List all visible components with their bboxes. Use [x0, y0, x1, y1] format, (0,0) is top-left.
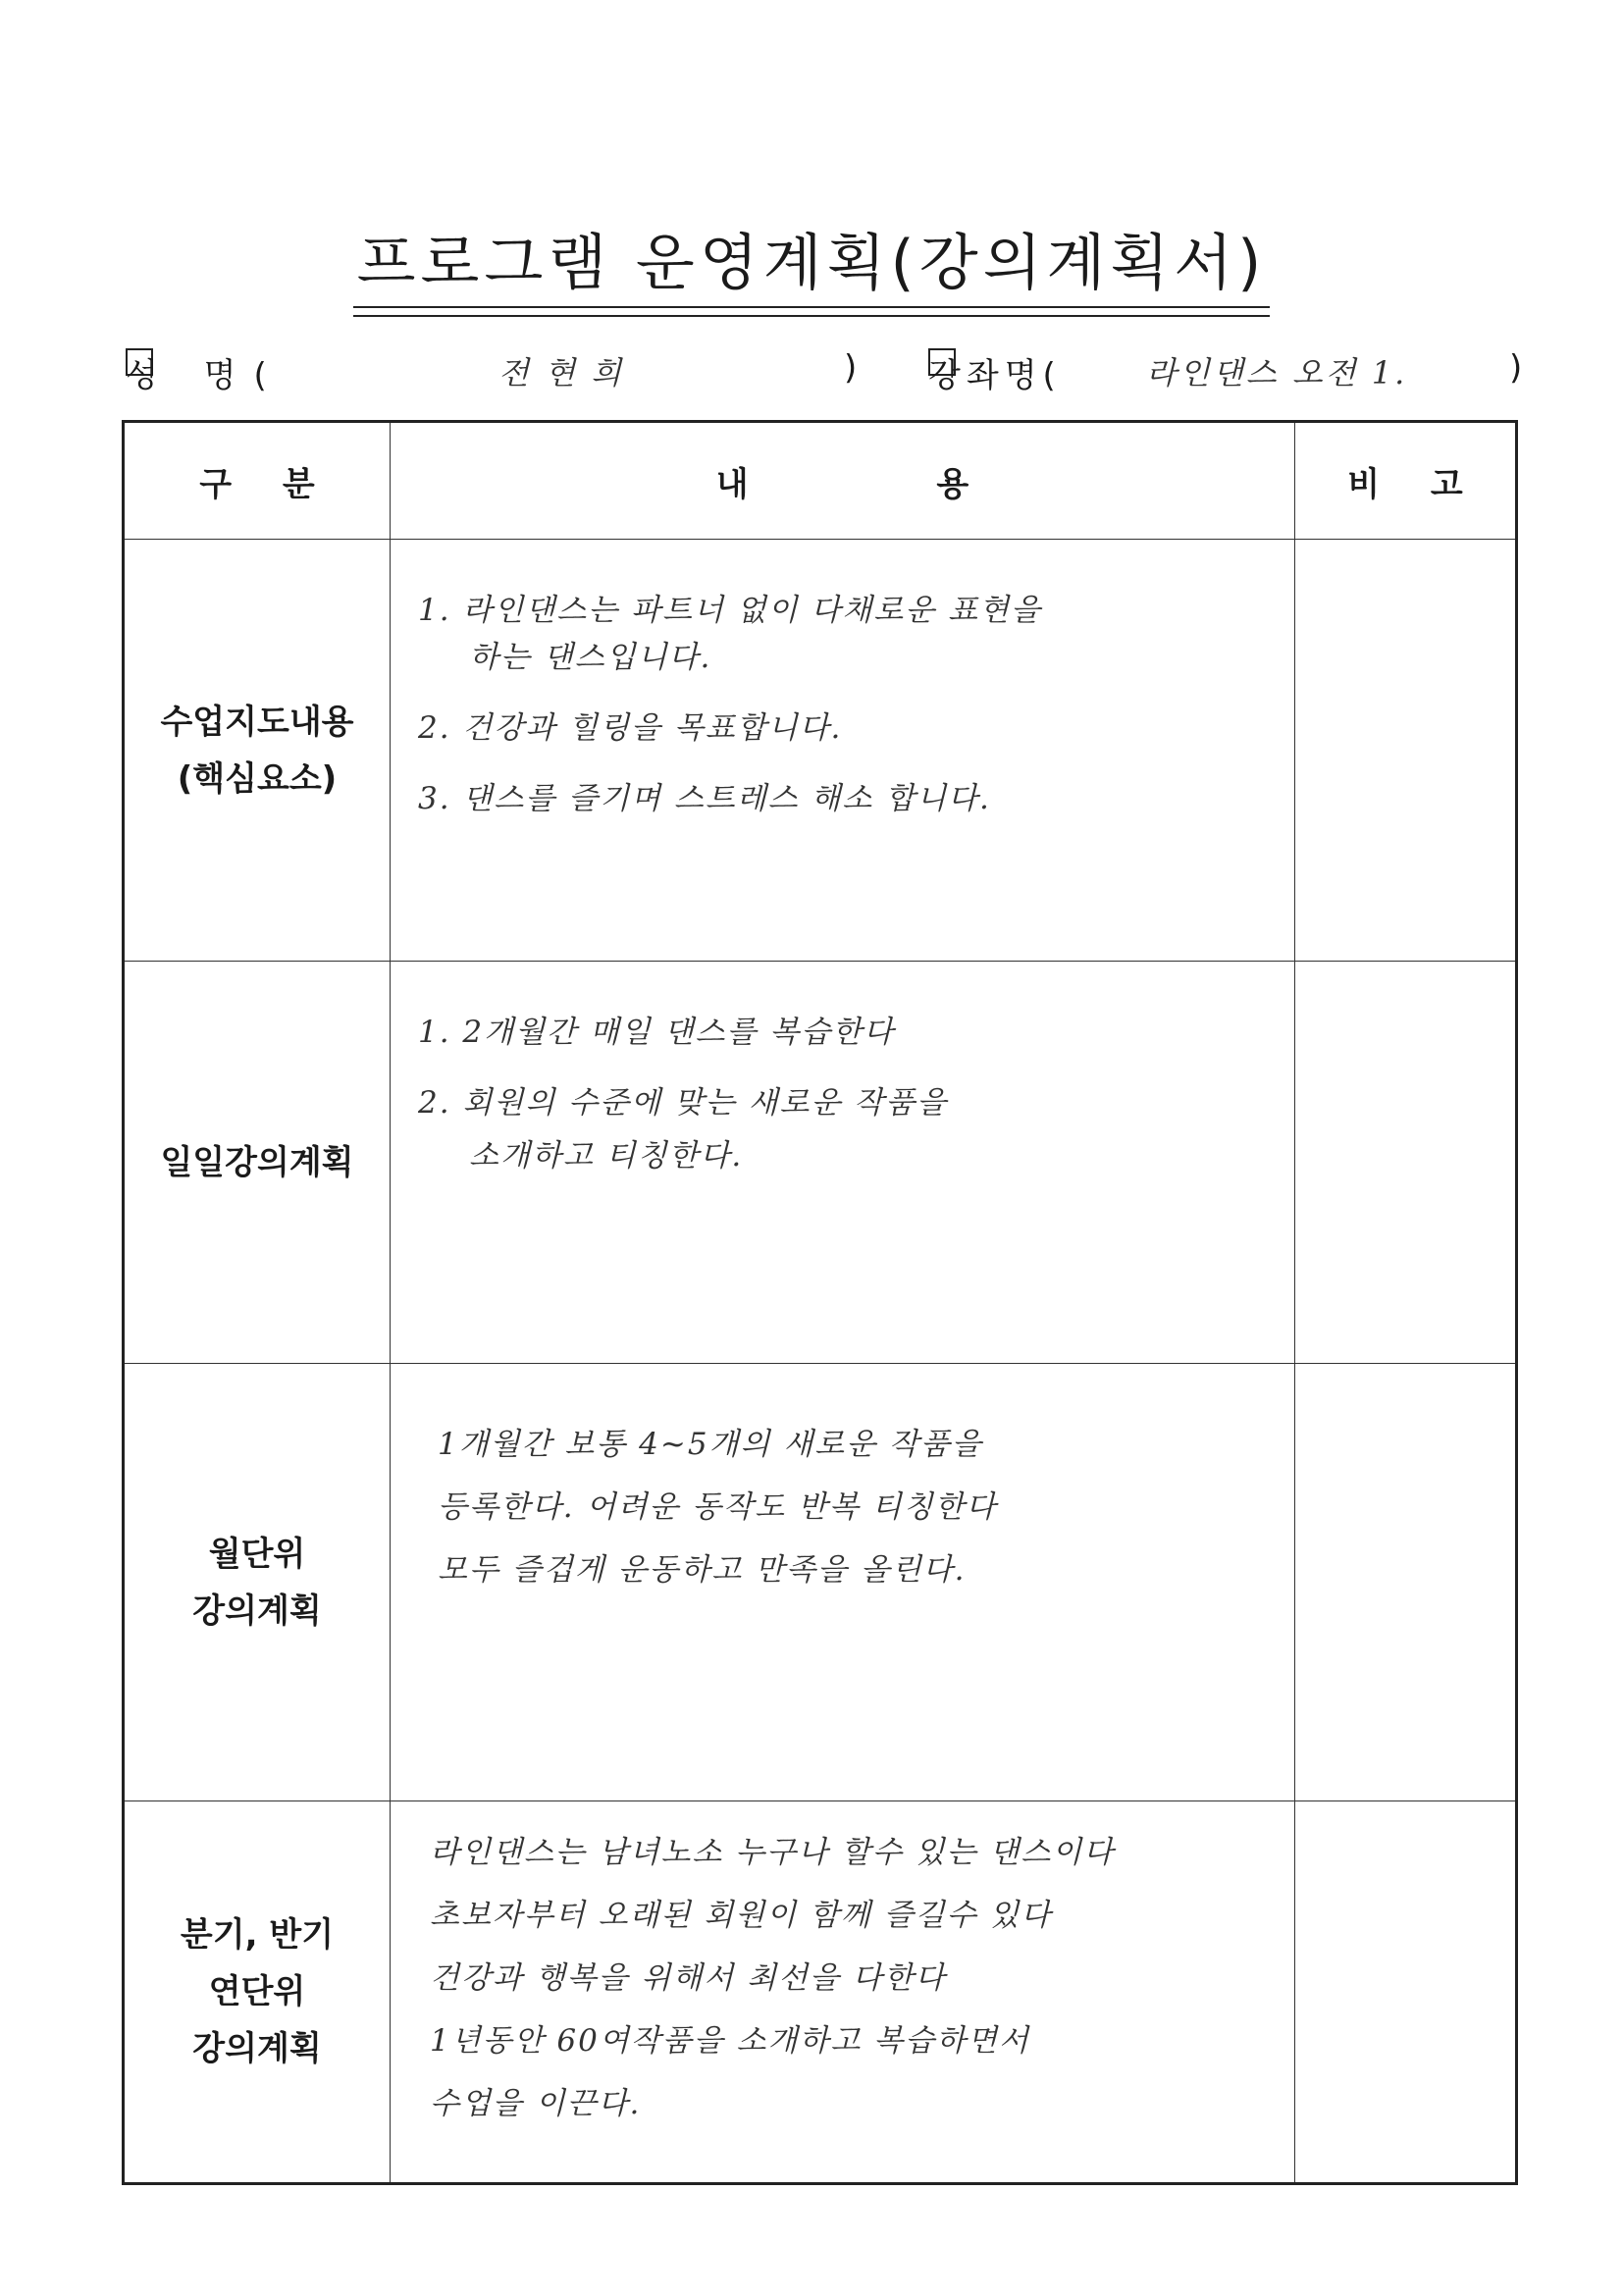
content-line: 하는 댄스입니다. — [469, 640, 712, 675]
content-line: 1. 2개월간 매일 댄스를 복습한다 — [418, 1015, 896, 1050]
row-category: 일일강의계획 — [124, 962, 391, 1364]
row-category: 수업지도내용 (핵심요소) — [124, 540, 391, 962]
content-line: 1년동안 60여작품을 소개하고 복습하면서 — [430, 2023, 1030, 2059]
row-content — [391, 540, 1295, 962]
row-content — [391, 1801, 1295, 2184]
content-line: 라인댄스는 남녀노소 누구나 할수 있는 댄스이다 — [430, 1835, 1116, 1870]
row-category: 분기, 반기 연단위 강의계획 — [124, 1801, 391, 2184]
content-line: 수업을 이끈다. — [430, 2086, 642, 2121]
name-value: 전 현 희 — [498, 354, 625, 391]
content-line: 2. 건강과 힐링을 목표합니다. — [418, 710, 843, 746]
row-note — [1295, 540, 1517, 962]
row-content — [391, 1364, 1295, 1801]
content-line: 모두 즐겁게 운동하고 만족을 올린다. — [438, 1552, 967, 1588]
name-label: 성 명( — [126, 356, 285, 395]
row-note — [1295, 1364, 1517, 1801]
table-header-row — [124, 422, 1517, 540]
title-text: 프로그램 운영계획(강의계획서) — [353, 214, 1271, 307]
content-line: 소개하고 티칭한다. — [469, 1138, 744, 1174]
row-note — [1295, 962, 1517, 1364]
content-line: 1개월간 보통 4~5개의 새로운 작품을 — [438, 1427, 983, 1462]
table-row — [124, 540, 1517, 962]
course-label: 강좌명( — [928, 356, 1062, 395]
table-row — [124, 962, 1517, 1364]
content-line: 등록한다. 어려운 동작도 반복 티칭한다 — [438, 1489, 998, 1525]
header-content: 내 용 — [391, 422, 1295, 540]
content-line: 건강과 행복을 위해서 최선을 다한다 — [430, 1960, 947, 1996]
name-close: ) — [844, 348, 858, 388]
content-line: 3. 댄스를 즐기며 스트레스 해소 합니다. — [418, 781, 991, 816]
row-category: 월단위 강의계획 — [124, 1364, 391, 1801]
table-row — [124, 1364, 1517, 1801]
course-value: 라인댄스 오전 1. — [1146, 354, 1408, 391]
row-content — [391, 962, 1295, 1364]
row-note — [1295, 1801, 1517, 2184]
header-category: 구 분 — [124, 422, 391, 540]
info-row — [126, 348, 1523, 397]
plan-table — [122, 420, 1518, 2185]
content-line: 초보자부터 오래된 회원이 함께 즐길수 있다 — [430, 1898, 1053, 1933]
course-close: ) — [1509, 348, 1523, 388]
document-title — [0, 214, 1623, 307]
content-line: 2. 회원의 수준에 맞는 새로운 작품을 — [418, 1085, 949, 1121]
header-note: 비 고 — [1295, 422, 1517, 540]
content-line: 1. 라인댄스는 파트너 없이 다채로운 표현을 — [418, 593, 1042, 628]
table-row — [124, 1801, 1517, 2184]
